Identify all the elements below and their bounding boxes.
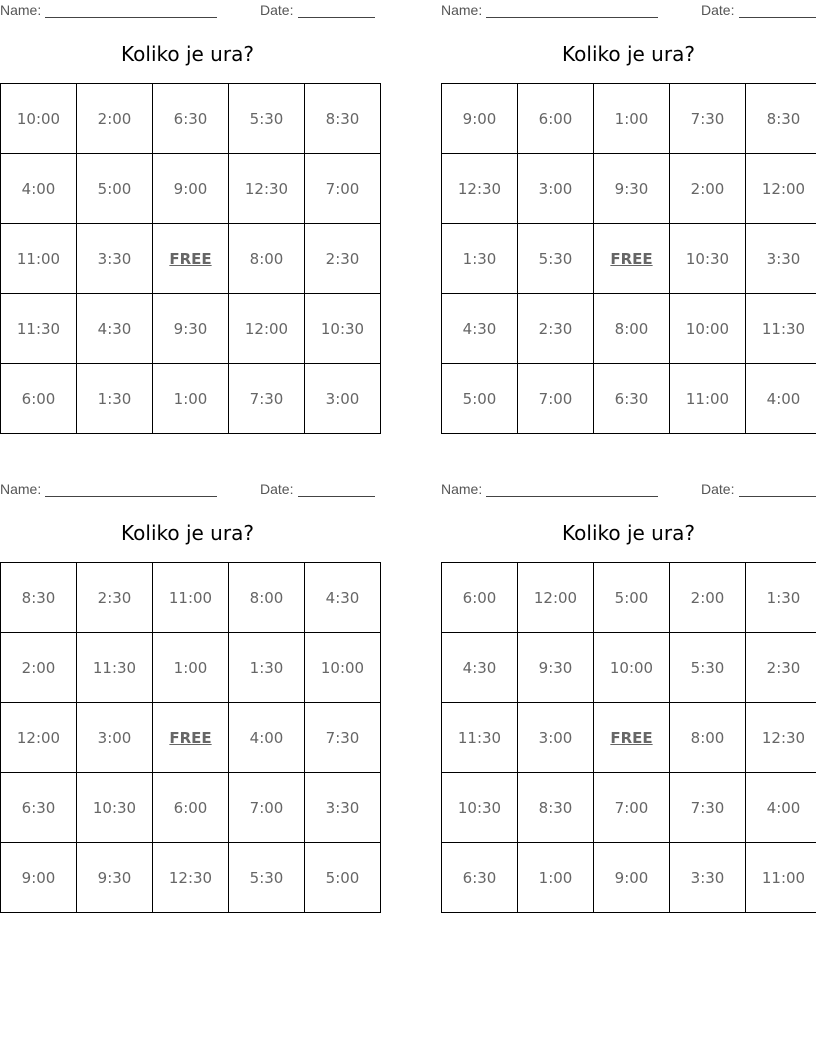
grid-cell: 4:30	[442, 633, 518, 703]
name-label: Name:	[441, 481, 483, 497]
grid-cell: 9:30	[77, 843, 153, 913]
grid-cell: 11:00	[746, 843, 816, 913]
date-field-line	[298, 17, 375, 18]
grid-cell: 8:30	[746, 84, 816, 154]
grid-cell: 11:00	[153, 563, 229, 633]
grid-cell: 12:00	[746, 154, 816, 224]
grid-cell: 4:30	[305, 563, 381, 633]
grid-cell: 2:30	[518, 294, 594, 364]
bingo-card-1	[0, 0, 375, 435]
grid-cell: 7:30	[229, 364, 305, 434]
grid-cell: 1:00	[153, 633, 229, 703]
grid-cell: 1:00	[594, 84, 670, 154]
grid-cell: 10:30	[442, 773, 518, 843]
grid-cell: 10:30	[305, 294, 381, 364]
grid-row	[442, 154, 816, 224]
grid-cell: 3:00	[518, 703, 594, 773]
grid-row	[1, 633, 381, 703]
grid-cell: 2:30	[77, 563, 153, 633]
grid-cell: 6:00	[442, 563, 518, 633]
grid-cell: 12:30	[442, 154, 518, 224]
grid-cell: 9:00	[1, 843, 77, 913]
grid-cell: 4:00	[1, 154, 77, 224]
grid-row	[1, 84, 381, 154]
name-field-line	[486, 17, 658, 18]
grid-cell: 6:30	[442, 843, 518, 913]
date-field-line	[739, 496, 816, 497]
grid-cell: 1:30	[442, 224, 518, 294]
grid-cell: 12:30	[746, 703, 816, 773]
grid-cell: 11:30	[442, 703, 518, 773]
grid-cell: 10:00	[670, 294, 746, 364]
card-title: Koliko je ura?	[562, 42, 695, 66]
grid-cell: 2:00	[77, 84, 153, 154]
grid-cell: 5:00	[77, 154, 153, 224]
grid-cell: 6:00	[518, 84, 594, 154]
grid-cell: 10:00	[305, 633, 381, 703]
grid-cell: 2:00	[670, 154, 746, 224]
grid-cell: 5:00	[442, 364, 518, 434]
bingo-grid	[441, 562, 816, 913]
grid-cell: 4:30	[77, 294, 153, 364]
grid-cell: 8:30	[1, 563, 77, 633]
grid-cell: 12:00	[518, 563, 594, 633]
grid-cell: 3:30	[746, 224, 816, 294]
grid-cell: 8:00	[594, 294, 670, 364]
free-cell: FREE	[153, 703, 229, 773]
name-label: Name:	[0, 2, 42, 18]
name-field-line	[45, 496, 217, 497]
grid-row	[442, 703, 816, 773]
grid-row	[442, 633, 816, 703]
grid-cell: 1:30	[746, 563, 816, 633]
grid-row	[442, 224, 816, 294]
grid-cell: 7:00	[594, 773, 670, 843]
grid-cell: 1:00	[518, 843, 594, 913]
grid-cell: 6:30	[1, 773, 77, 843]
grid-row	[442, 84, 816, 154]
bingo-card-4	[441, 479, 816, 914]
grid-cell: 7:30	[305, 703, 381, 773]
grid-cell: 10:30	[77, 773, 153, 843]
grid-cell: 3:00	[77, 703, 153, 773]
bingo-grid	[441, 83, 816, 434]
grid-cell: 10:00	[594, 633, 670, 703]
grid-cell: 10:30	[670, 224, 746, 294]
grid-cell: 9:30	[518, 633, 594, 703]
grid-cell: 2:30	[305, 224, 381, 294]
name-field-line	[45, 17, 217, 18]
grid-cell: 11:30	[746, 294, 816, 364]
grid-cell: 5:30	[518, 224, 594, 294]
grid-cell: 1:30	[77, 364, 153, 434]
grid-cell: 9:00	[594, 843, 670, 913]
grid-cell: 12:00	[229, 294, 305, 364]
card-header	[0, 2, 375, 20]
card-header	[441, 481, 816, 499]
grid-cell: 11:00	[1, 224, 77, 294]
grid-cell: 9:30	[594, 154, 670, 224]
grid-row	[1, 224, 381, 294]
card-title: Koliko je ura?	[121, 42, 254, 66]
name-label: Name:	[441, 2, 483, 18]
grid-row	[1, 773, 381, 843]
grid-cell: 5:00	[594, 563, 670, 633]
card-title: Koliko je ura?	[121, 521, 254, 545]
grid-row	[442, 773, 816, 843]
date-label: Date:	[701, 2, 735, 18]
grid-row	[442, 843, 816, 913]
grid-row	[1, 364, 381, 434]
grid-cell: 6:30	[594, 364, 670, 434]
grid-cell: 8:30	[305, 84, 381, 154]
grid-cell: 11:00	[670, 364, 746, 434]
grid-cell: 4:30	[442, 294, 518, 364]
grid-cell: 8:00	[229, 224, 305, 294]
grid-cell: 3:30	[77, 224, 153, 294]
grid-cell: 5:30	[229, 843, 305, 913]
grid-cell: 12:30	[153, 843, 229, 913]
grid-cell: 3:30	[670, 843, 746, 913]
grid-cell: 2:00	[1, 633, 77, 703]
date-field-line	[739, 17, 816, 18]
grid-cell: 2:30	[746, 633, 816, 703]
grid-cell: 12:00	[1, 703, 77, 773]
grid-cell: 2:00	[670, 563, 746, 633]
grid-cell: 4:00	[746, 364, 816, 434]
grid-cell: 9:30	[153, 294, 229, 364]
grid-row	[442, 563, 816, 633]
date-label: Date:	[260, 2, 294, 18]
grid-cell: 10:00	[1, 84, 77, 154]
grid-cell: 11:30	[77, 633, 153, 703]
grid-row	[442, 364, 816, 434]
grid-cell: 5:30	[670, 633, 746, 703]
grid-cell: 7:30	[670, 84, 746, 154]
name-field-line	[486, 496, 658, 497]
grid-cell: 9:00	[153, 154, 229, 224]
grid-cell: 7:00	[518, 364, 594, 434]
grid-cell: 5:00	[305, 843, 381, 913]
grid-row	[1, 843, 381, 913]
grid-cell: 7:00	[305, 154, 381, 224]
bingo-card-2	[441, 0, 816, 435]
grid-cell: 8:00	[229, 563, 305, 633]
free-cell: FREE	[153, 224, 229, 294]
grid-cell: 8:00	[670, 703, 746, 773]
free-cell: FREE	[594, 703, 670, 773]
bingo-grid	[0, 83, 381, 434]
grid-cell: 9:00	[442, 84, 518, 154]
date-field-line	[298, 496, 375, 497]
grid-row	[442, 294, 816, 364]
grid-cell: 6:00	[1, 364, 77, 434]
grid-cell: 3:30	[305, 773, 381, 843]
free-cell: FREE	[594, 224, 670, 294]
grid-row	[1, 294, 381, 364]
grid-cell: 5:30	[229, 84, 305, 154]
bingo-card-3	[0, 479, 375, 914]
grid-cell: 4:00	[229, 703, 305, 773]
grid-row	[1, 563, 381, 633]
grid-row	[1, 154, 381, 224]
grid-cell: 4:00	[746, 773, 816, 843]
grid-cell: 1:00	[153, 364, 229, 434]
name-label: Name:	[0, 481, 42, 497]
grid-row	[1, 703, 381, 773]
grid-cell: 6:00	[153, 773, 229, 843]
grid-cell: 1:30	[229, 633, 305, 703]
grid-cell: 3:00	[518, 154, 594, 224]
card-header	[441, 2, 816, 20]
grid-cell: 8:30	[518, 773, 594, 843]
date-label: Date:	[260, 481, 294, 497]
grid-cell: 12:30	[229, 154, 305, 224]
bingo-grid	[0, 562, 381, 913]
grid-cell: 11:30	[1, 294, 77, 364]
card-title: Koliko je ura?	[562, 521, 695, 545]
grid-cell: 7:30	[670, 773, 746, 843]
date-label: Date:	[701, 481, 735, 497]
grid-cell: 3:00	[305, 364, 381, 434]
grid-cell: 7:00	[229, 773, 305, 843]
grid-cell: 6:30	[153, 84, 229, 154]
card-header	[0, 481, 375, 499]
